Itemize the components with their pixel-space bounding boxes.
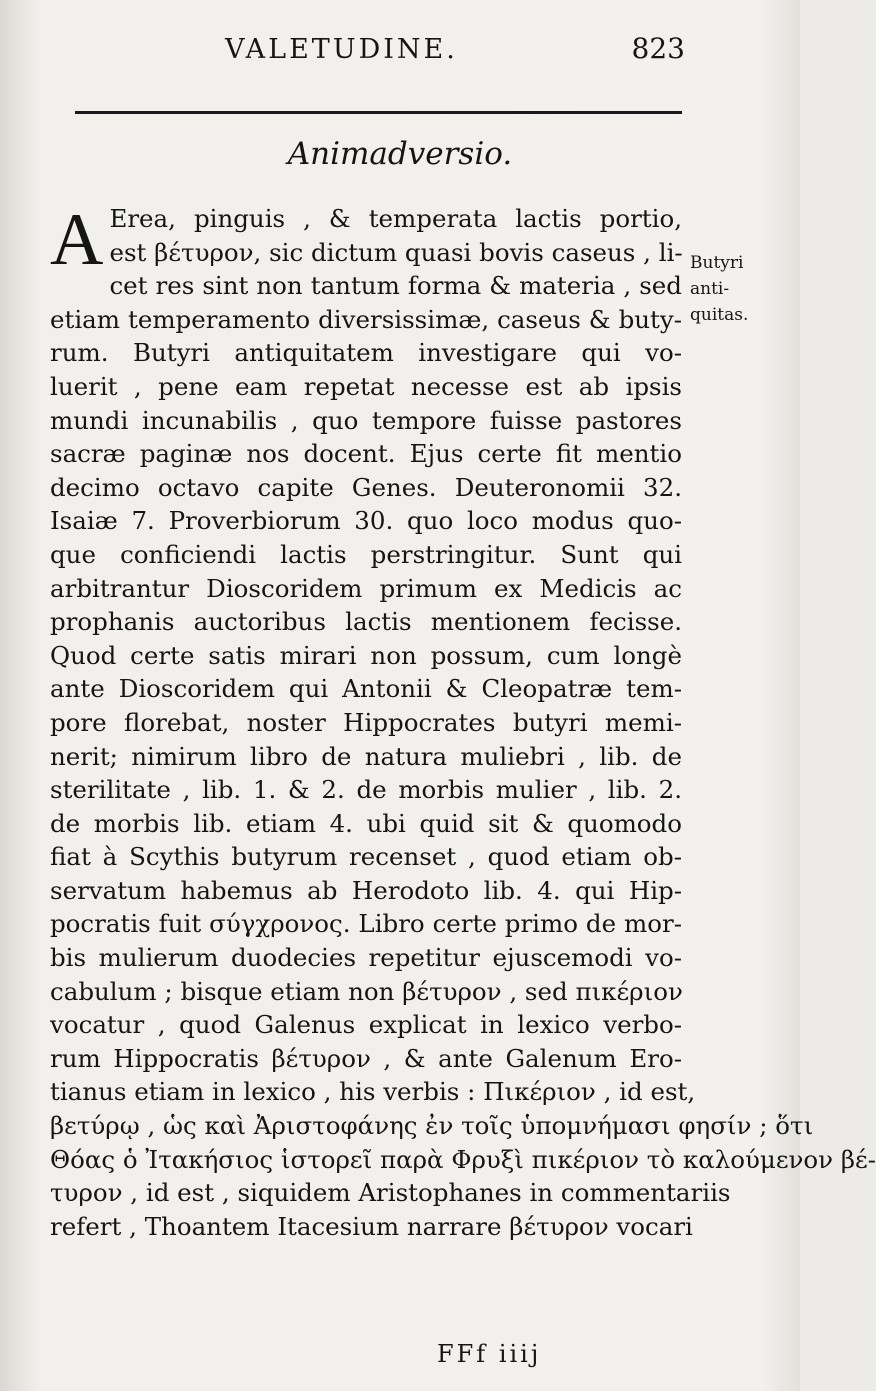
margin-note-line: anti-	[690, 279, 730, 299]
text-line: βετύρῳ , ὡς καὶ Ἀριστοφάνης ἐν τοῖς ὑπομνήμασι φησίν ; ὅτι	[50, 1111, 814, 1141]
text-line: Isaiæ 7. Proverbiorum 30. quo loco modus quo-	[50, 506, 682, 536]
text-line: sterilitate , lib. 1. & 2. de morbis mulier , lib. 2.	[50, 775, 682, 805]
section-title: Animadversio.	[287, 136, 513, 172]
text-line: Θόας ὁ Ἰτακήσιος ἱστορεῖ παρὰ Φρυξὶ πικέριον τὸ καλούμενον βέ-	[50, 1144, 876, 1174]
text-line: pocratis fuit σύγχρονος. Libro certe primo de mor-	[50, 909, 682, 939]
running-head	[60, 30, 685, 70]
text-line: Quod certe satis mirari non possum, cum longè	[50, 640, 682, 670]
text-line: arbitrantur Dioscoridem primum ex Medicis ac	[50, 573, 682, 603]
margin-note	[690, 250, 770, 328]
signature-mark: FFf iiij	[437, 1340, 542, 1368]
text-line: pore florebat, noster Hippocrates butyri memi-	[50, 707, 682, 737]
text-line: nerit; nimirum libro de natura muliebri , lib. de	[50, 741, 682, 771]
text-line: rum. Butyri antiquitatem investigare qui vo-	[50, 338, 682, 368]
margin-note-line: quitas.	[690, 305, 749, 325]
text-line: de morbis lib. etiam 4. ubi quid sit & quomodo	[50, 808, 682, 838]
text-line: luerit , pene eam repetat necesse est ab ipsis	[50, 371, 682, 401]
page-number: 823	[631, 32, 685, 65]
text-line: refert , Thoantem Itacesium narrare βέτυρον vocari	[50, 1211, 693, 1241]
header-rule	[75, 111, 682, 114]
text-line: cet res sint non tantum forma & materia , sed	[109, 271, 682, 301]
text-line: vocatur , quod Galenus explicat in lexico verbo-	[50, 1010, 682, 1040]
text-line: fiat à Scythis butyrum recenset , quod etiam ob-	[50, 842, 682, 872]
text-line: tianus etiam in lexico , his verbis : Πικέριον , id est,	[50, 1077, 696, 1107]
margin-note-line: Butyri	[690, 253, 744, 273]
text-line: servatum habemus ab Herodoto lib. 4. qui Hip-	[50, 875, 682, 905]
text-line: cabulum ; bisque etiam non βέτυρον , sed πικέριον	[50, 976, 683, 1006]
text-line: sacræ paginæ nos docent. Ejus certe fit mentio	[50, 439, 682, 469]
text-line: τυρον , id est , siquidem Aristophanes in commentariis	[50, 1178, 731, 1208]
text-line: prophanis auctoribus lactis mentionem fecisse.	[50, 607, 682, 637]
text-line: bis mulierum duodecies repetitur ejuscemodi vo-	[50, 943, 682, 973]
text-line: rum Hippocratis βέτυρον , & ante Galenum Ero-	[50, 1043, 682, 1073]
text-line: ante Dioscoridem qui Antonii & Cleopatræ tem-	[50, 674, 682, 704]
text-line: mundi incunabilis , quo tempore fuisse pastores	[50, 405, 682, 435]
running-head-title: VALETUDINE.	[225, 34, 458, 65]
drop-initial: A	[50, 199, 104, 281]
text-line: decimo octavo capite Genes. Deuteronomii 32.	[50, 472, 682, 502]
text-line: etiam temperamento diversissimæ, caseus & buty-	[50, 304, 682, 334]
text-line: que conficiendi lactis perstringitur. Sunt qui	[50, 539, 682, 569]
text-line: Erea, pinguis , & temperata lactis portio,	[109, 204, 682, 233]
text-line: est βέτυρον, sic dictum quasi bovis caseus , li-	[109, 237, 683, 267]
